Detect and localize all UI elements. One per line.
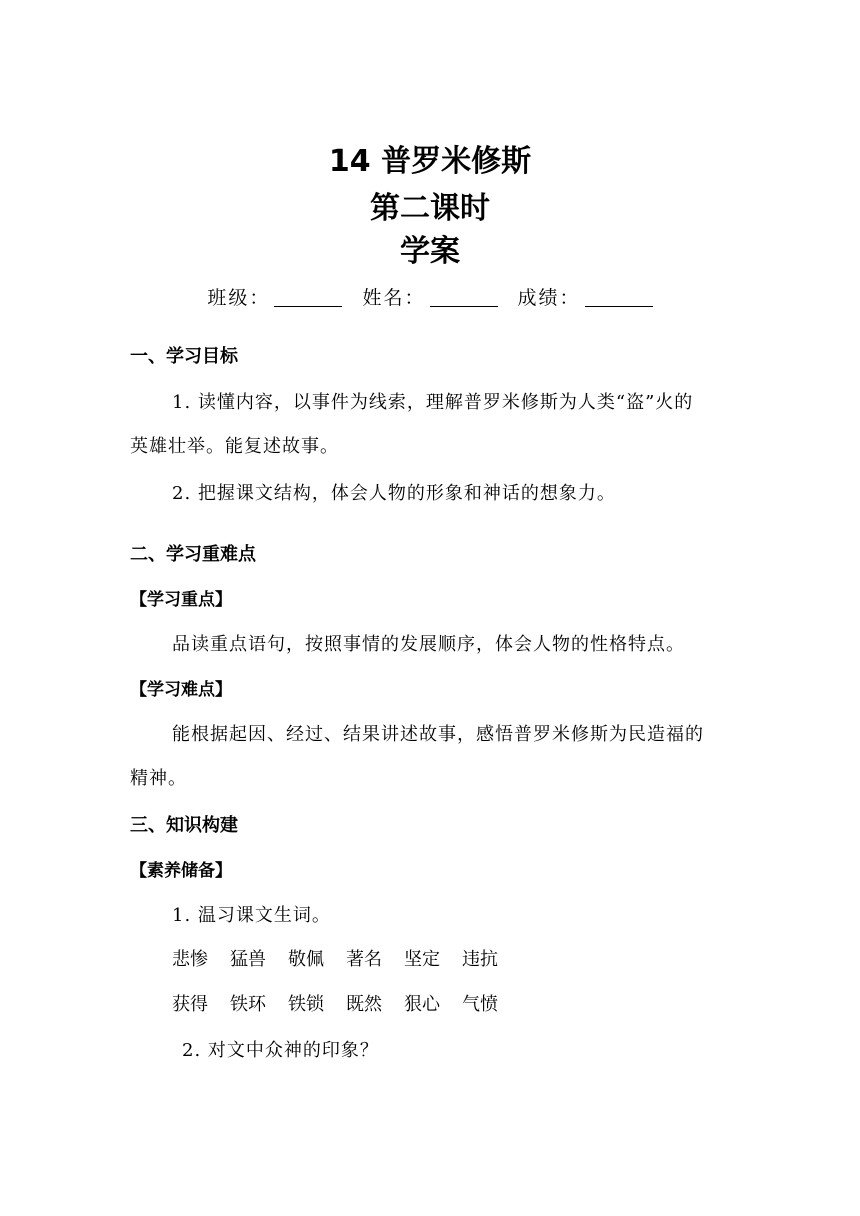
vocab-row-2 <box>172 991 520 1019</box>
vocab-word: 铁锁 <box>288 994 324 1015</box>
key-point-label: 【学习重点】 <box>130 590 232 610</box>
vocab-word: 违抗 <box>462 949 498 970</box>
class-blank <box>274 286 342 307</box>
lesson-title: 14 普罗米修斯 <box>328 144 532 179</box>
vocab-word: 敬佩 <box>288 949 324 970</box>
vocab-word: 铁环 <box>230 994 266 1015</box>
lesson-subtitle: 第二课时 <box>370 191 490 226</box>
document-type-title: 学案 <box>400 234 460 269</box>
vocab-word: 狠心 <box>404 994 440 1015</box>
goal-1-line-2: 英雄壮举。能复述故事。 <box>130 436 339 457</box>
difficulty-label: 【学习难点】 <box>130 680 232 700</box>
vocab-word: 著名 <box>346 949 382 970</box>
vocab-word: 坚定 <box>404 949 440 970</box>
prep-item-2: 2. 对文中众神的印象？ <box>182 1040 379 1061</box>
goal-1-line-1: 1. 读懂内容，以事件为线索，理解普罗米修斯为人类“盗”火的 <box>172 392 694 413</box>
score-blank <box>585 286 653 307</box>
name-label: 姓名： <box>362 287 426 309</box>
class-label: 班级： <box>207 287 271 309</box>
student-info-row <box>0 284 860 312</box>
name-blank <box>430 286 498 307</box>
section-heading-key-points: 二、学习重难点 <box>130 544 256 565</box>
prep-item-1: 1. 温习课文生词。 <box>172 905 331 926</box>
section-heading-knowledge: 三、知识构建 <box>130 815 238 836</box>
goal-2: 2. 把握课文结构，体会人物的形象和神话的想象力。 <box>172 483 616 504</box>
vocab-word: 气愤 <box>462 994 498 1015</box>
vocab-word: 获得 <box>172 994 208 1015</box>
vocab-word: 猛兽 <box>230 949 266 970</box>
vocab-word: 既然 <box>346 994 382 1015</box>
difficulty-line-1: 能根据起因、经过、结果讲述故事，感悟普罗米修斯为民造福的 <box>172 724 704 745</box>
vocab-row-1 <box>172 946 520 974</box>
score-label: 成绩： <box>517 287 581 309</box>
section-heading-goals: 一、学习目标 <box>130 346 238 367</box>
literacy-prep-label: 【素养储备】 <box>130 861 232 881</box>
vocab-word: 悲惨 <box>172 949 208 970</box>
key-point-text: 品读重点语句，按照事情的发展顺序，体会人物的性格特点。 <box>172 634 685 655</box>
difficulty-line-2: 精神。 <box>130 768 187 789</box>
